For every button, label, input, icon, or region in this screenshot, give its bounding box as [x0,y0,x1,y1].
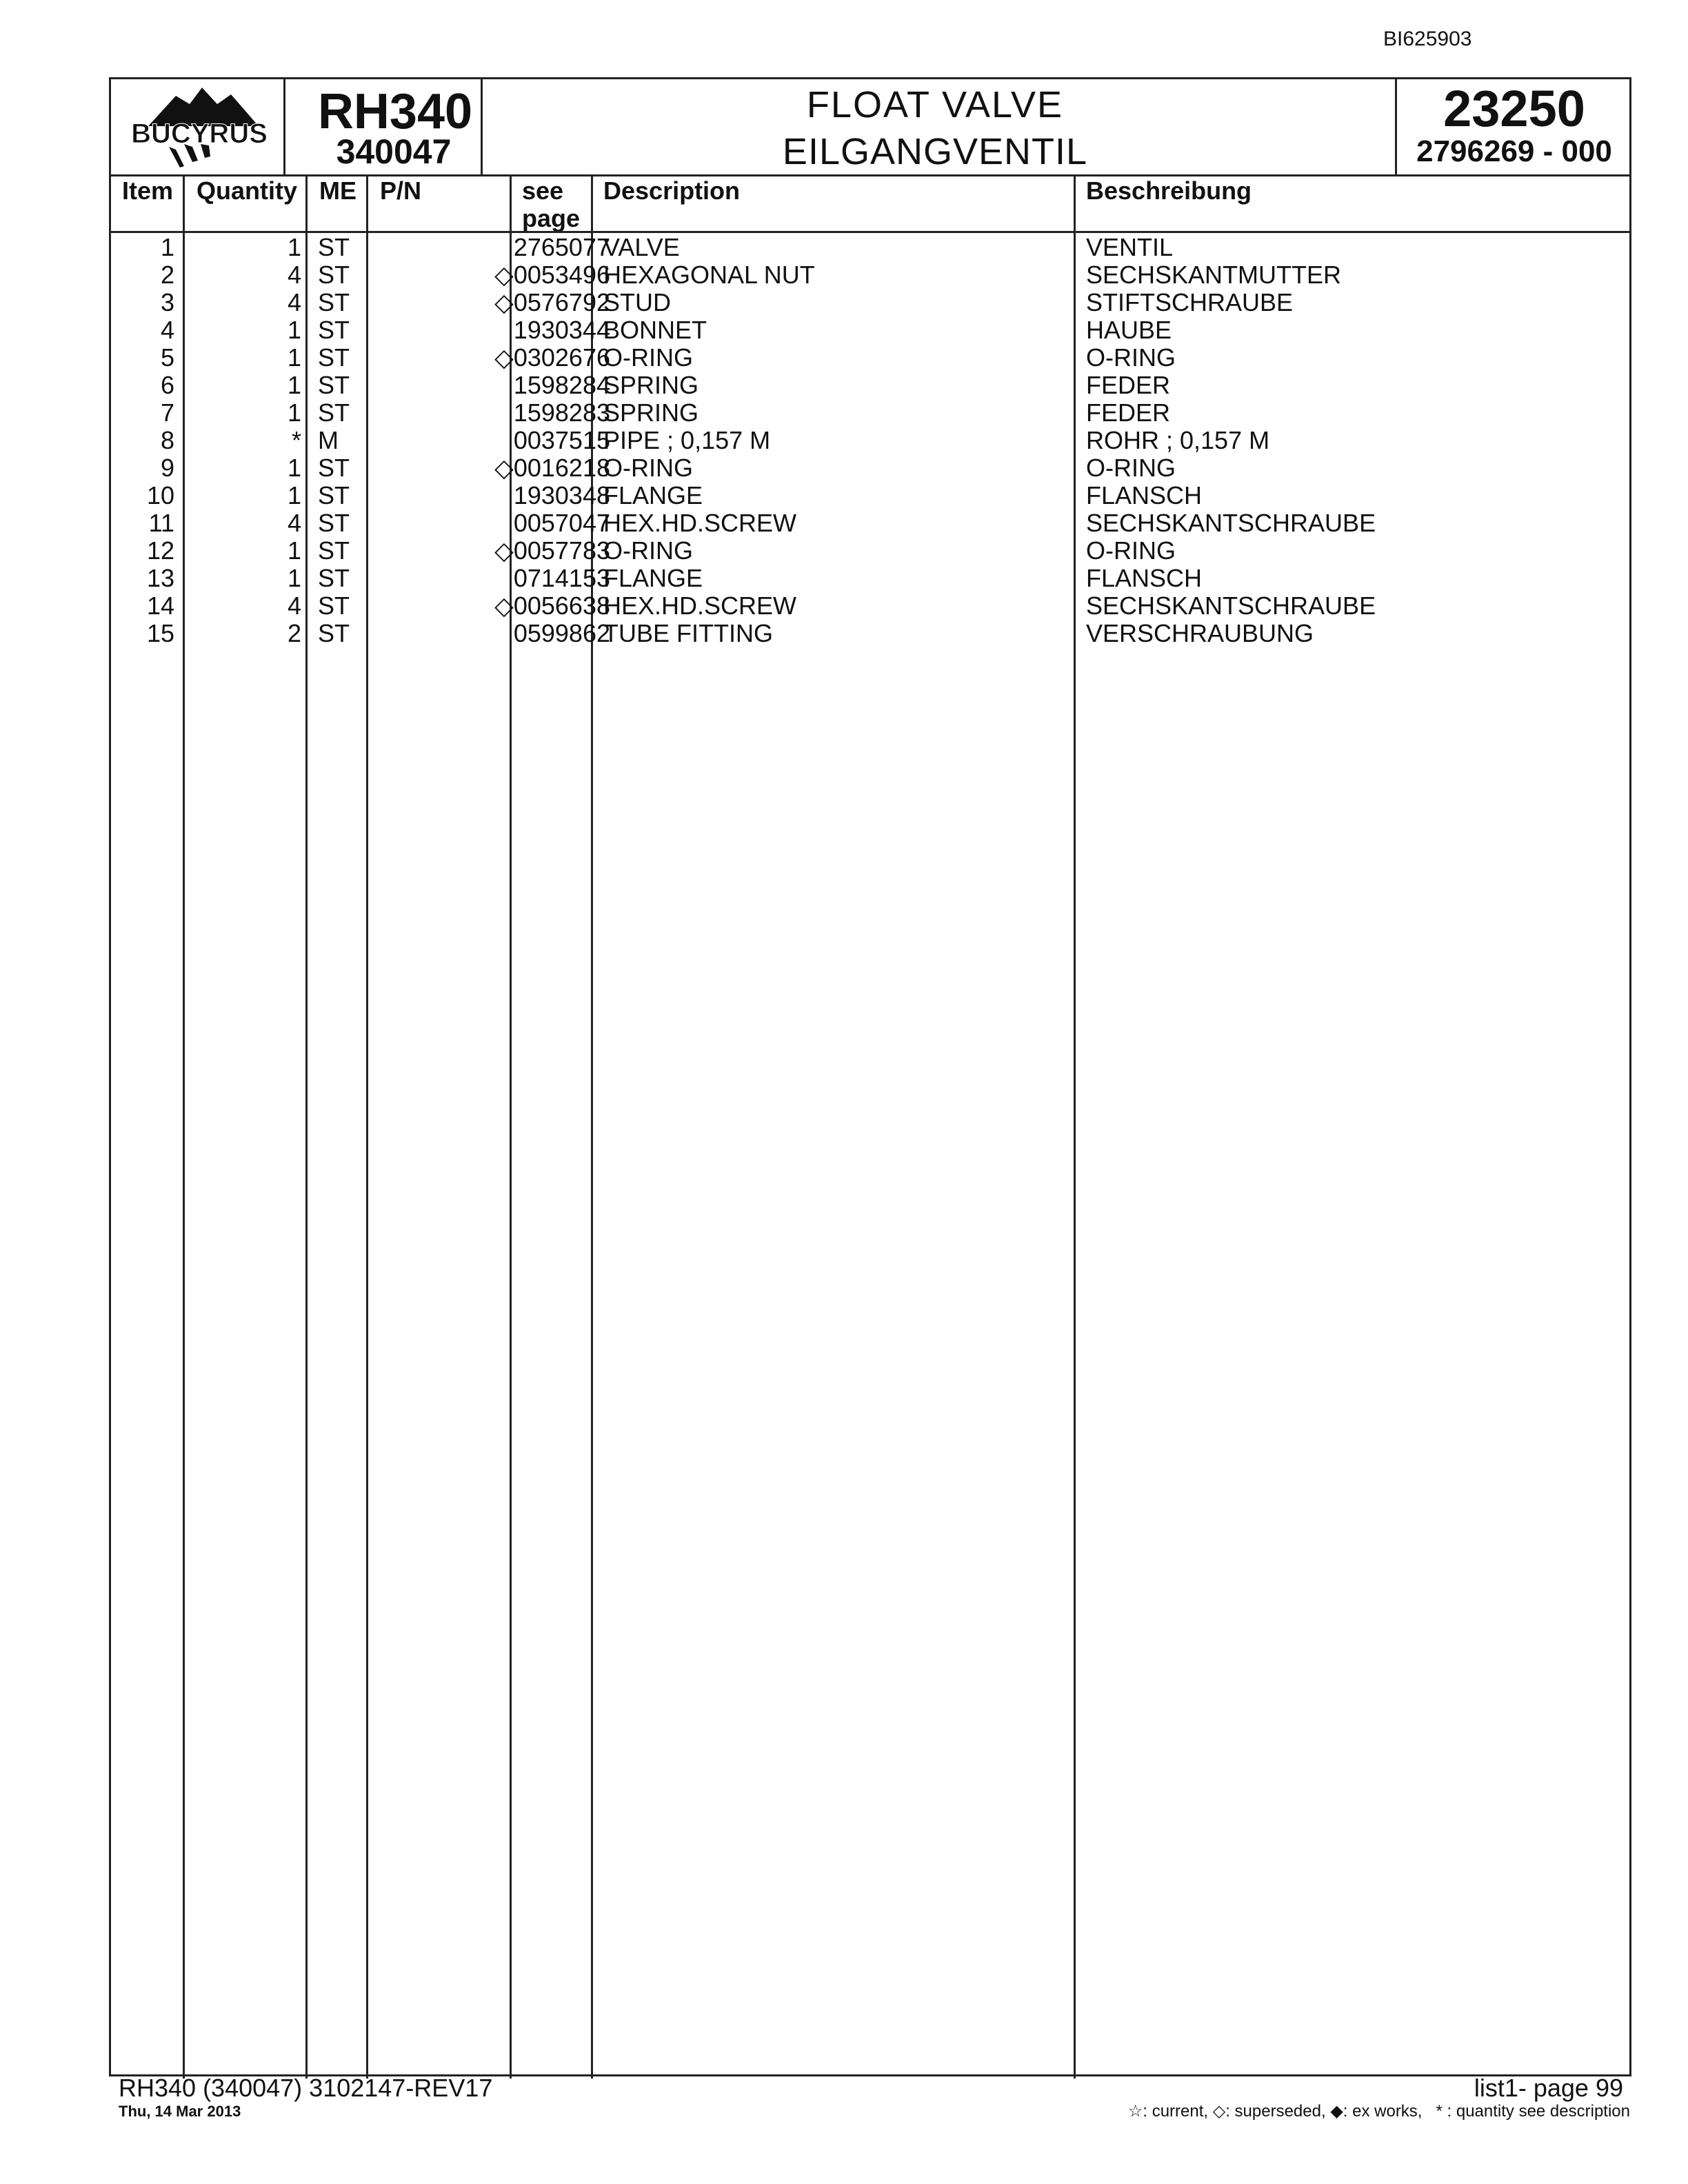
description-cell: HEXAGONAL NUT [603,261,815,289]
quantity-cell: 1 [287,371,301,399]
col-header-description: Description [603,176,741,205]
beschreibung-cell: SECHSKANTSCHRAUBE [1086,592,1376,620]
quantity-cell: 4 [287,261,301,289]
quantity-cell: 1 [287,316,301,344]
table-row [111,427,1629,454]
me-cell: ST [318,564,350,592]
col-header-me: ME [319,176,356,205]
diamond-filled-icon: ◆ [1330,2102,1343,2121]
quantity-cell: * [291,426,301,454]
description-cell: FLANGE [603,564,703,592]
col-header-see-page [522,177,580,232]
me-cell: ST [318,288,350,316]
description-cell: SPRING [603,398,699,427]
legend-superseded: : superseded, [1225,2102,1326,2121]
me-cell: ST [318,454,350,482]
table-row [111,592,1629,620]
item-cell: 15 [146,619,174,647]
quantity-cell: 1 [287,343,301,372]
quantity-cell: 4 [287,288,301,316]
me-cell: ST [318,481,350,509]
me-cell: ST [318,371,350,399]
me-cell: ST [318,536,350,565]
beschreibung-cell: O-RING [1086,454,1176,482]
pn-cell: ◇0053496 [494,261,610,289]
description-cell: SPRING [603,371,699,399]
footer-page-number: list1- page 99 [1474,2074,1623,2102]
beschreibung-cell: O-RING [1086,343,1176,372]
item-cell: 14 [146,592,174,620]
description-cell: O-RING [603,454,693,482]
beschreibung-cell: HAUBE [1086,316,1172,344]
col-header-item: Item [122,176,174,205]
beschreibung-cell: SECHSKANTMUTTER [1086,261,1342,289]
table-row [111,620,1629,647]
table-row [111,344,1629,372]
item-cell: 10 [146,481,174,509]
description-cell: HEX.HD.SCREW [603,592,797,620]
quantity-cell: 4 [287,509,301,537]
pn-cell: ◇0302676 [494,343,610,372]
quantity-cell: 4 [287,592,301,620]
quantity-cell: 1 [287,233,301,261]
table-row [111,565,1629,592]
logo-wordmark: BUCYRUS [131,119,268,149]
pn-cell: ◇0016218 [494,454,610,482]
table-row [111,289,1629,316]
item-cell: 4 [160,316,174,344]
me-cell: ST [318,592,350,620]
item-cell: 2 [160,261,174,289]
beschreibung-cell: VERSCHRAUBUNG [1086,619,1314,647]
beschreibung-cell: FLANSCH [1086,481,1203,509]
description-cell: O-RING [603,536,693,565]
pn-cell: 0714153 [513,564,610,592]
pn-cell: 0599862 [513,619,610,647]
parts-list-frame [109,77,1631,2076]
beschreibung-cell: VENTIL [1086,233,1174,261]
description-cell: BONNET [603,316,707,344]
quantity-cell: 1 [287,481,301,509]
pn-cell: 1598283 [513,398,610,427]
machine-serial: 340047 [336,132,452,171]
document-id: BI625903 [1383,28,1472,50]
diamond-outline-icon: ◇ [1212,2102,1226,2121]
footer-document-reference: RH340 (340047) 3102147-REV17 [119,2074,493,2102]
col-header-pn: P/N [380,176,422,205]
pn-cell: 1598284 [513,371,610,399]
pn-cell: 1930344 [513,316,610,344]
pn-cell: 2765077 [513,233,610,261]
pn-cell: ◇0056638 [494,592,610,620]
description-cell: TUBE FITTING [603,619,773,647]
footer-date: Thu, 14 Mar 2013 [119,2103,241,2120]
item-cell: 7 [160,398,174,427]
me-cell: ST [318,233,350,261]
quantity-cell: 1 [287,398,301,427]
beschreibung-cell: O-RING [1086,536,1176,565]
col-header-beschreibung: Beschreibung [1086,176,1252,205]
me-cell: ST [318,509,350,537]
legend-current: : current, [1143,2102,1209,2121]
item-cell: 6 [160,371,174,399]
pn-cell: ◇0057783 [494,536,610,565]
beschreibung-cell: ROHR ; 0,157 M [1086,426,1270,454]
item-cell: 3 [160,288,174,316]
pn-cell: 1930348 [513,481,610,509]
description-cell: FLANGE [603,481,703,509]
item-cell: 12 [146,536,174,565]
beschreibung-cell: SECHSKANTSCHRAUBE [1086,509,1376,537]
beschreibung-cell: FLANSCH [1086,564,1203,592]
machine-model: RH340 [317,84,473,139]
legend-ex-works: : ex works, [1343,2102,1423,2121]
item-cell: 1 [160,233,174,261]
group-number: 23250 [1443,80,1585,137]
table-row [111,509,1629,537]
description-cell: HEX.HD.SCREW [603,509,797,537]
table-row [111,316,1629,344]
quantity-cell: 2 [287,619,301,647]
me-cell: ST [318,343,350,372]
me-cell: ST [318,316,350,344]
description-cell: O-RING [603,343,693,372]
table-row [111,372,1629,399]
table-row [111,261,1629,289]
title-english: FLOAT VALVE [806,84,1064,125]
col-header-see: see [522,176,564,205]
table-row [111,234,1629,261]
pn-cell: 0057047 [513,509,610,537]
bucyrus-logo [121,83,278,172]
description-cell: VALVE [603,233,680,261]
pn-cell: 0037515 [513,426,610,454]
me-cell: ST [318,619,350,647]
beschreibung-cell: FEDER [1086,371,1171,399]
description-cell: PIPE ; 0,157 M [603,426,771,454]
footer-legend [1062,2101,1630,2121]
table-row [111,399,1629,427]
title-german: EILGANGVENTIL [782,131,1088,172]
item-cell: 11 [148,509,174,537]
legend-quantity: * : quantity see description [1436,2102,1630,2121]
table-row [111,537,1629,565]
description-cell: STUD [603,288,671,316]
me-cell: ST [318,398,350,427]
beschreibung-cell: FEDER [1086,398,1171,427]
item-cell: 8 [160,426,174,454]
me-cell: ST [318,261,350,289]
col-header-quantity: Quantity [197,176,298,205]
item-cell: 13 [146,564,174,592]
quantity-cell: 1 [287,454,301,482]
quantity-cell: 1 [287,536,301,565]
item-cell: 9 [160,454,174,482]
me-cell: M [318,426,339,454]
col-header-page: page [522,204,581,232]
item-cell: 5 [160,343,174,372]
beschreibung-cell: STIFTSCHRAUBE [1086,288,1294,316]
drawing-number: 2796269 - 000 [1416,134,1612,168]
quantity-cell: 1 [287,564,301,592]
table-row [111,482,1629,509]
table-row [111,454,1629,482]
pn-cell: ◇0576792 [494,288,610,316]
star-outline-icon: ☆ [1127,2102,1143,2121]
